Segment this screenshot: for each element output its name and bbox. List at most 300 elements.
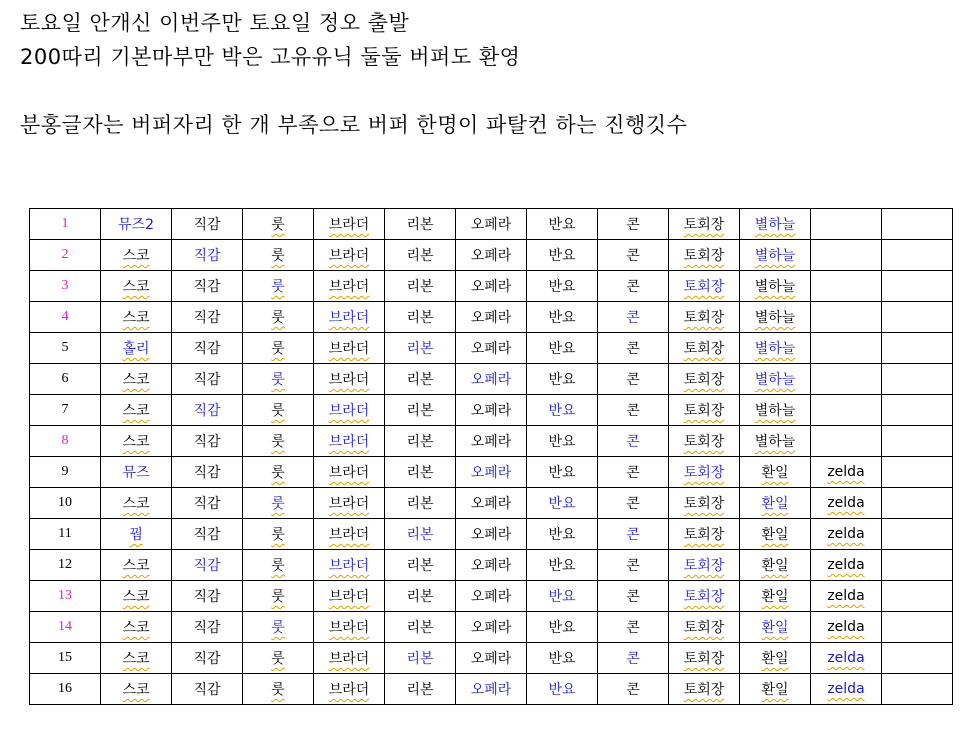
table-cell [598,364,669,395]
cell-text: 스코 [122,372,150,388]
table-cell [811,209,882,240]
cell-text: 환일 [761,496,789,512]
cell-text: 리본 [406,620,434,636]
cell-text: 별하늘 [754,372,796,388]
table-cell [172,240,243,271]
table-cell [456,209,527,240]
cell-text: 리본 [406,217,434,233]
table-cell [811,643,882,674]
cell-text: 룻 [271,589,285,605]
table-cell [811,271,882,302]
cell-text: 별하늘 [754,310,796,326]
cell-text: 환일 [761,620,789,636]
row-number: 7 [30,395,101,426]
cell-text: 토회장 [683,682,725,698]
cell-text: 오페라 [470,279,512,295]
cell-text: zelda [827,619,865,635]
cell-text: 브라더 [328,558,370,574]
table-cell [385,271,456,302]
table-row [30,643,953,674]
table-cell [740,550,811,581]
table-cell [456,426,527,457]
table-row [30,209,953,240]
cell-text: 별하늘 [754,434,796,450]
table-cell [172,488,243,519]
cell-text: 환일 [761,682,789,698]
table-row [30,457,953,488]
cell-text: 브라더 [328,248,370,264]
table-cell [740,457,811,488]
table-cell [172,426,243,457]
cell-text: 직감 [193,620,221,636]
table-cell [314,643,385,674]
party-table-body [30,209,953,705]
table-cell [172,519,243,550]
table-cell [101,271,172,302]
cell-text: 리본 [406,279,434,295]
cell-text: 리본 [406,558,434,574]
table-cell [598,457,669,488]
cell-text: 콘 [626,217,640,233]
row-number: 1 [30,209,101,240]
cell-text: 반요 [548,372,576,388]
table-cell [243,674,314,705]
cell-text: 토회장 [683,372,725,388]
cell-text: 콘 [626,310,640,326]
table-cell [101,240,172,271]
table-cell [598,519,669,550]
table-cell [456,612,527,643]
cell-text: 콘 [626,434,640,450]
table-cell [669,333,740,364]
table-cell [243,271,314,302]
cell-text: 오페라 [470,558,512,574]
table-cell [882,457,953,488]
table-cell [101,209,172,240]
table-cell [172,643,243,674]
cell-text: 브라더 [328,465,370,481]
cell-text: 환일 [761,558,789,574]
table-cell [740,519,811,550]
cell-text: 콘 [626,465,640,481]
cell-text: 리본 [406,310,434,326]
cell-text: 직감 [193,372,221,388]
table-cell [527,674,598,705]
table-cell [527,519,598,550]
cell-text: zelda [827,526,865,542]
table-cell [598,240,669,271]
cell-text: 룻 [271,620,285,636]
cell-text: zelda [827,650,865,666]
table-cell [101,457,172,488]
table-cell [598,333,669,364]
table-cell [811,364,882,395]
cell-text: 콘 [626,496,640,512]
table-cell [740,364,811,395]
table-cell [882,333,953,364]
cell-text: 콘 [626,279,640,295]
table-cell [669,240,740,271]
table-cell [456,240,527,271]
cell-text: 리본 [406,682,434,698]
table-cell [527,302,598,333]
table-cell [740,612,811,643]
table-cell [456,581,527,612]
table-cell [314,674,385,705]
table-cell [598,643,669,674]
cell-text: 스코 [122,279,150,295]
cell-text: 토회장 [683,496,725,512]
cell-text: 토회장 [683,651,725,667]
cell-text: 룻 [271,403,285,419]
cell-text: 룻 [271,248,285,264]
cell-text: 직감 [193,682,221,698]
table-cell [527,426,598,457]
cell-text: 토회장 [683,217,725,233]
table-cell [314,271,385,302]
cell-text: 룻 [271,434,285,450]
cell-text: 직감 [193,527,221,543]
cell-text: 룻 [271,217,285,233]
cell-text: 리본 [406,465,434,481]
table-cell [172,612,243,643]
cell-text: 직감 [193,279,221,295]
table-row [30,488,953,519]
cell-text: 반요 [548,465,576,481]
cell-text: 룻 [271,558,285,574]
table-cell [385,395,456,426]
cell-text: 별하늘 [754,341,796,357]
cell-text: 브라더 [328,279,370,295]
table-cell [882,302,953,333]
cell-text: 룻 [271,682,285,698]
cell-text: 직감 [193,558,221,574]
cell-text: 룻 [271,372,285,388]
cell-text: 오페라 [470,496,512,512]
table-cell [598,426,669,457]
table-cell [811,550,882,581]
cell-text: 별하늘 [754,217,796,233]
table-cell [740,643,811,674]
table-cell [882,488,953,519]
cell-text: 콘 [626,341,640,357]
cell-text: 콘 [626,651,640,667]
table-cell [811,426,882,457]
cell-text: 반요 [548,496,576,512]
cell-text: 스코 [122,434,150,450]
table-row [30,333,953,364]
cell-text: 직감 [193,651,221,667]
table-cell [172,550,243,581]
cell-text: 토회장 [683,341,725,357]
table-cell [882,519,953,550]
table-cell [669,643,740,674]
cell-text: 반요 [548,434,576,450]
cell-text: zelda [827,495,865,511]
cell-text: 룻 [271,279,285,295]
table-cell [385,240,456,271]
table-row [30,674,953,705]
table-cell [385,550,456,581]
table-cell [314,209,385,240]
cell-text: 브라더 [328,620,370,636]
cell-text: 스코 [122,682,150,698]
cell-text: 오페라 [470,589,512,605]
table-cell [456,302,527,333]
table-cell [669,209,740,240]
table-cell [314,240,385,271]
cell-text: 리본 [406,527,434,543]
cell-text: 별하늘 [754,248,796,264]
table-cell [172,395,243,426]
party-table [29,208,953,705]
cell-text: 브라더 [328,682,370,698]
table-cell [456,395,527,426]
table-cell [882,240,953,271]
table-cell [385,612,456,643]
cell-text: 직감 [193,341,221,357]
table-cell [811,612,882,643]
cell-text: 반요 [548,403,576,419]
cell-text: 리본 [406,403,434,419]
cell-text: 콘 [626,403,640,419]
cell-text: 토회장 [683,558,725,574]
table-cell [456,364,527,395]
row-number: 6 [30,364,101,395]
cell-text: 꿤 [129,527,143,543]
cell-text: 룻 [271,465,285,481]
table-cell [101,550,172,581]
table-cell [527,271,598,302]
table-cell [101,643,172,674]
row-number: 5 [30,333,101,364]
row-number: 11 [30,519,101,550]
table-row [30,364,953,395]
intro-line-1: 토요일 안개신 이번주만 토요일 정오 출발 [20,11,410,35]
table-cell [598,271,669,302]
table-cell [243,457,314,488]
table-cell [314,395,385,426]
table-cell [740,395,811,426]
row-number: 16 [30,674,101,705]
table-cell [527,395,598,426]
cell-text: 반요 [548,682,576,698]
cell-text: 스코 [122,496,150,512]
cell-text: 브라더 [328,372,370,388]
table-row [30,519,953,550]
table-cell [243,519,314,550]
cell-text: 스코 [122,620,150,636]
table-row [30,550,953,581]
cell-text: 별하늘 [754,403,796,419]
table-cell [101,488,172,519]
row-number: 14 [30,612,101,643]
row-number: 4 [30,302,101,333]
table-cell [527,612,598,643]
table-cell [101,364,172,395]
table-cell [243,240,314,271]
intro-line-3: 분홍글자는 버퍼자리 한 개 부족으로 버퍼 한명이 파탈컨 하는 진행깃수 [20,113,688,137]
cell-text: 환일 [761,465,789,481]
table-cell [456,643,527,674]
table-cell [101,426,172,457]
cell-text: 브라더 [328,651,370,667]
table-cell [385,457,456,488]
table-cell [527,457,598,488]
cell-text: 토회장 [683,248,725,264]
table-cell [172,457,243,488]
table-cell [527,240,598,271]
table-cell [314,519,385,550]
table-cell [385,209,456,240]
table-cell [669,581,740,612]
table-cell [527,550,598,581]
cell-text: 직감 [193,403,221,419]
table-cell [598,550,669,581]
cell-text: 반요 [548,651,576,667]
table-cell [385,333,456,364]
cell-text: 오페라 [470,341,512,357]
cell-text: 스코 [122,403,150,419]
table-cell [314,612,385,643]
cell-text: 콘 [626,527,640,543]
table-cell [669,364,740,395]
cell-text: 콘 [626,248,640,264]
cell-text: 토회장 [683,310,725,326]
cell-text: 스코 [122,248,150,264]
cell-text: zelda [827,464,865,480]
cell-text: 반요 [548,620,576,636]
table-cell [314,333,385,364]
cell-text: 브라더 [328,341,370,357]
table-cell [172,364,243,395]
table-cell [669,674,740,705]
cell-text: 오페라 [470,651,512,667]
table-cell [314,457,385,488]
cell-text: 스코 [122,310,150,326]
table-cell [456,488,527,519]
cell-text: 오페라 [470,620,512,636]
cell-text: 토회장 [683,527,725,543]
table-cell [669,395,740,426]
cell-text: 토회장 [683,403,725,419]
table-cell [811,240,882,271]
table-cell [598,612,669,643]
cell-text: 오페라 [470,465,512,481]
table-cell [101,519,172,550]
table-cell [598,209,669,240]
table-cell [101,612,172,643]
cell-text: 직감 [193,217,221,233]
cell-text: 브라더 [328,403,370,419]
table-cell [101,333,172,364]
table-cell [882,581,953,612]
table-cell [882,643,953,674]
table-row [30,240,953,271]
table-cell [811,488,882,519]
table-row [30,612,953,643]
cell-text: 반요 [548,589,576,605]
table-cell [456,457,527,488]
table-cell [456,519,527,550]
cell-text: 룻 [271,651,285,667]
table-cell [882,426,953,457]
table-row [30,581,953,612]
table-cell [669,550,740,581]
table-cell [243,209,314,240]
cell-text: 리본 [406,341,434,357]
cell-text: 토회장 [683,434,725,450]
cell-text: 별하늘 [754,279,796,295]
table-cell [669,488,740,519]
table-cell [811,333,882,364]
table-cell [243,581,314,612]
table-cell [811,457,882,488]
row-number: 3 [30,271,101,302]
table-cell [314,488,385,519]
cell-text: 직감 [193,310,221,326]
table-cell [243,612,314,643]
table-cell [314,364,385,395]
table-cell [598,674,669,705]
table-row [30,395,953,426]
row-number: 10 [30,488,101,519]
cell-text: 콘 [626,589,640,605]
table-cell [527,488,598,519]
cell-text: 리본 [406,372,434,388]
table-cell [385,674,456,705]
cell-text: 브라더 [328,589,370,605]
table-cell [385,519,456,550]
cell-text: 오페라 [470,248,512,264]
cell-text: 반요 [548,217,576,233]
table-cell [101,395,172,426]
table-cell [598,488,669,519]
cell-text: 브라더 [328,496,370,512]
table-cell [740,302,811,333]
cell-text: 토회장 [683,465,725,481]
cell-text: 콘 [626,558,640,574]
table-cell [243,488,314,519]
table-cell [740,209,811,240]
cell-text: 반요 [548,310,576,326]
cell-text: 반요 [548,558,576,574]
cell-text: 뮤즈 [122,465,150,481]
table-cell [882,271,953,302]
cell-text: 오페라 [470,310,512,326]
table-cell [172,581,243,612]
table-row [30,426,953,457]
table-cell [385,364,456,395]
cell-text: 브라더 [328,217,370,233]
cell-text: 오페라 [470,372,512,388]
table-cell [811,519,882,550]
table-cell [101,302,172,333]
cell-text: 콘 [626,372,640,388]
table-cell [385,302,456,333]
table-cell [669,271,740,302]
cell-text: 반요 [548,279,576,295]
table-cell [598,302,669,333]
table-cell [882,550,953,581]
table-cell [172,209,243,240]
table-cell [243,395,314,426]
table-cell [172,674,243,705]
cell-text: 직감 [193,465,221,481]
row-number: 13 [30,581,101,612]
cell-text: 리본 [406,589,434,605]
cell-text: 반요 [548,248,576,264]
